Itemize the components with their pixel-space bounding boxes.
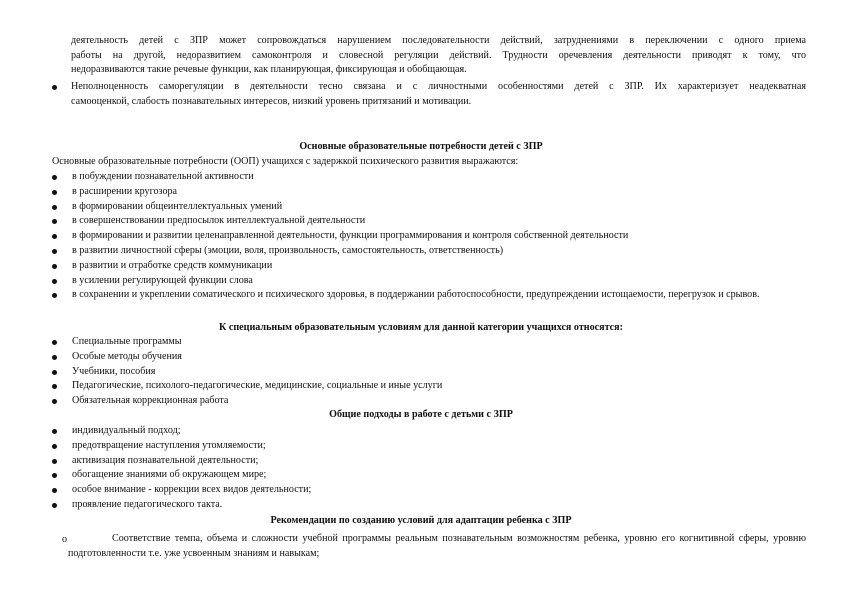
bullet-dot-icon — [52, 488, 57, 493]
conditions-list — [52, 335, 812, 409]
section-heading-approaches: Общие подходы в работе с детьми с ЗПР — [329, 409, 513, 420]
list-item: активизация познавательной деятельности; — [52, 454, 812, 469]
bullet-dot-icon — [52, 384, 57, 389]
needs-list — [52, 170, 812, 303]
bullet-dot-icon — [52, 175, 57, 180]
list-item: обогащение знаниями об окружающем мире; — [52, 468, 812, 483]
paragraph-line: самооценкой, слабость познавательных интересов, низкий уровень притязаний и мотивации. — [71, 95, 472, 107]
list-item: в развитии и отработке средств коммуникации — [52, 259, 812, 274]
section-heading-conditions: К специальным образовательным условиям для данной категории учащихся относятся: — [219, 322, 623, 333]
bullet-dot-icon — [52, 234, 57, 239]
bullet-dot-icon — [52, 444, 57, 449]
list-marker: o — [62, 534, 68, 545]
bullet-dot-icon — [52, 340, 57, 345]
bullet-dot-icon — [52, 459, 57, 464]
bullet-dot-icon — [52, 205, 57, 210]
bullet-dot-icon — [52, 293, 57, 298]
bullet-dot-icon — [52, 399, 57, 404]
bullet-dot-icon — [52, 85, 57, 90]
bullet-dot-icon — [52, 370, 57, 375]
bullet-dot-icon — [52, 264, 57, 269]
list-item: особое внимание - коррекции всех видов деятельности; — [52, 483, 812, 498]
list-item: предотвращение наступления утомляемости; — [52, 439, 812, 454]
list-item: Особые методы обучения — [52, 350, 812, 365]
list-item: в усилении регулирующей функции слова — [52, 274, 812, 289]
list-item: Педагогические, психолого-педагогические, медицинские, социальные и иные услуги — [52, 379, 812, 394]
section-heading-needs: Основные образовательные потребности детей с ЗПР — [299, 141, 543, 152]
list-item: в формировании общеинтеллектуальных умений — [52, 200, 812, 215]
list-item: индивидуальный подход; — [52, 424, 812, 439]
bullet-dot-icon — [52, 249, 57, 254]
paragraph-line: деятельность детей с ЗПР может сопровождаться нарушением последовательности действий, затруднениями в переключении с одного приема — [71, 35, 806, 46]
list-item: проявление педагогического такта. — [52, 498, 812, 513]
list-item: в сохранении и укреплении соматического и психического здоровья, в поддержании работоспособности, предупреждении истощаемости, перегрузок и срывов. — [52, 288, 807, 303]
list-item: в совершенствовании предпосылок интеллектуальной деятельности — [52, 214, 812, 229]
bullet-dot-icon — [52, 355, 57, 360]
bullet-dot-icon — [52, 279, 57, 284]
paragraph-line: работы на другой, недоразвитием самоконтроля и словесной регуляции действий. Трудности оречевления деятельности приводят к тому, что — [71, 49, 806, 61]
recommendation-paragraph: Соответствие темпа, объема и сложности учебной программы реальным познавательным возможностям ребенка, уровню его когнитивной сферы, уровню подготовленности т.е. уже усвоенным знаниям и навыкам; — [68, 533, 806, 559]
list-item: в формировании и развитии целенаправленной деятельности, функции программирования и контроля собственной деятельности — [52, 229, 812, 244]
list-item: в расширении кругозора — [52, 185, 812, 200]
bullet-dot-icon — [52, 429, 57, 434]
top-paragraph — [71, 34, 806, 78]
list-item: Обязательная коррекционная работа — [52, 394, 812, 409]
approaches-list — [52, 424, 812, 513]
list-item: в развитии личностной сферы (эмоции, воля, произвольность, самостоятельность, ответственность) — [52, 244, 812, 259]
bullet-dot-icon — [52, 473, 57, 478]
self-regulation-paragraph — [71, 80, 806, 109]
list-item: в побуждении познавательной активности — [52, 170, 812, 185]
paragraph-line: Неполноценность саморегуляции в деятельности тесно связана и с личностными особенностями детей с ЗПР. Их характеризует неадекватная — [71, 81, 806, 92]
list-item: Учебники, пособия — [52, 365, 812, 380]
bullet-dot-icon — [52, 219, 57, 224]
section-intro-needs: Основные образовательные потребности (ООП) учащихся с задержкой психического развития выражаются: — [52, 156, 519, 167]
section-heading-recommendations: Рекомендации по созданию условий для адаптации ребенка с ЗПР — [270, 515, 572, 526]
paragraph-line: недоразвиваются такие речевые функции, как планирующая, фиксирующая и обобщающая. — [71, 64, 467, 76]
bullet-dot-icon — [52, 190, 57, 195]
bullet-dot-icon — [52, 503, 57, 508]
list-item: Специальные программы — [52, 335, 812, 350]
